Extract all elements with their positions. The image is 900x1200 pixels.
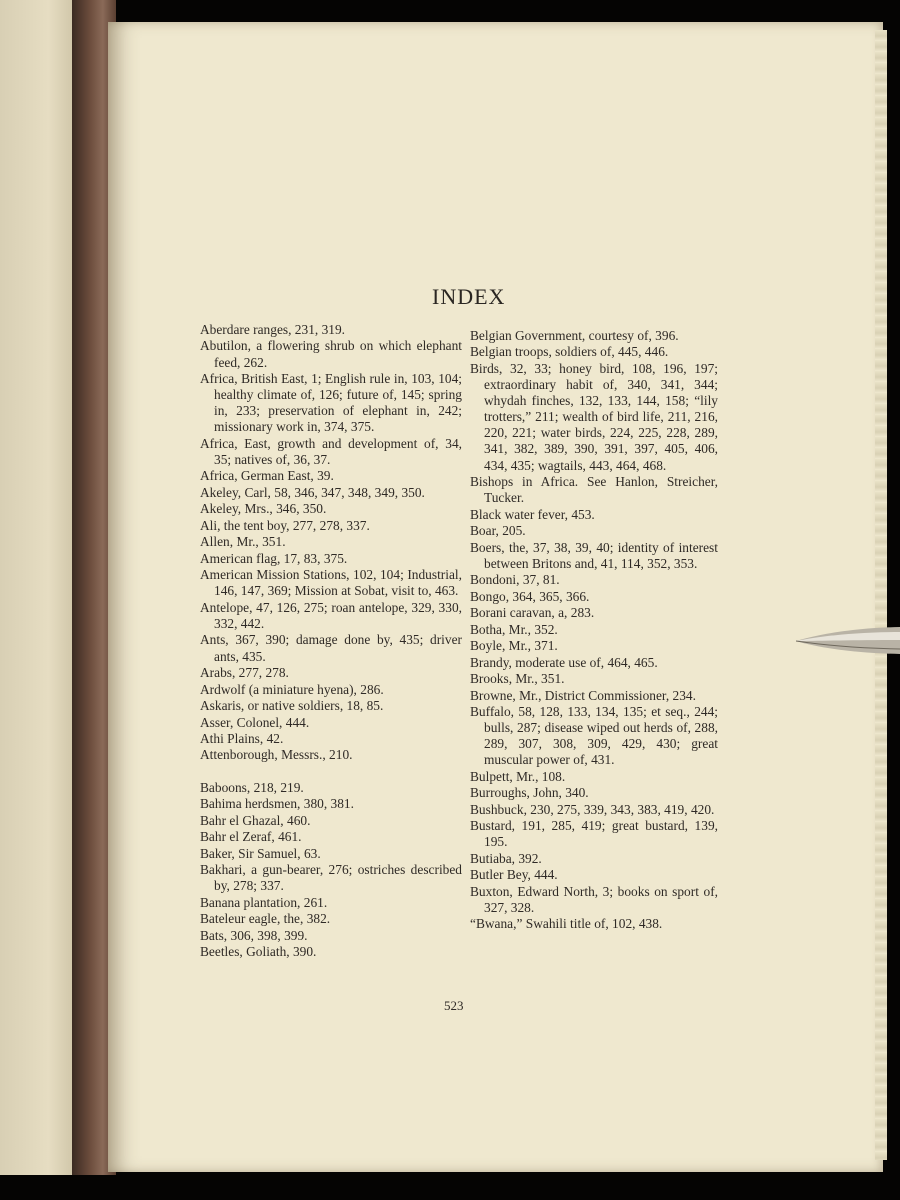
index-entry: Boyle, Mr., 371. [470,638,558,654]
index-entry: Attenborough, Messrs., 210. [200,747,353,763]
index-entry: Brooks, Mr., 351. [470,671,565,687]
index-entry: Aberdare ranges, 231, 319. [200,322,346,337]
index-entry: Baker, Sir Samuel, 63. [200,845,321,861]
index-entry: Abutilon, a flowering shrub on which elephant feed, 262. [200,338,462,370]
index-entry: Bahima herdsmen, 380, 381. [200,796,354,812]
index-entry: Akeley, Mrs., 346, 350. [200,501,327,517]
index-entry: Asser, Colonel, 444. [200,714,310,730]
index-entry: Botha, Mr., 352. [470,621,558,637]
page-number: 523 [444,998,464,1013]
index-entry: Burroughs, John, 340. [470,785,589,801]
index-entry: Africa, German East, 39. [200,468,334,484]
section-gap [200,764,462,780]
index-entry: American Mission Stations, 102, 104; Industrial, 146, 147, 369; Mission at Sobat, visit to, 463. [200,567,462,599]
page-title: INDEX [432,284,506,309]
index-entry: Bats, 306, 398, 399. [200,927,308,943]
index-column-right [470,328,718,933]
index-entry: Borani caravan, a, 283. [470,605,595,621]
index-entry: Bakhari, a gun-bearer, 276; ostriches described by, 278; 337. [200,862,462,894]
index-entry: Black water fever, 453. [470,506,595,522]
index-entry: Baboons, 218, 219. [200,779,304,795]
index-entry: Birds, 32, 33; honey bird, 108, 196, 197; extraordinary habit of, 340, 341, 344; whydah finches, 132, 133, 144, 158; “lily trotters,” 211; wealth of bird life, 211, 216, 220, 221; water birds, 224, 225, 228, 289, 341, 382, 389, 390, 391, 397, 405, 406, 434, 435; wagtails, 443, 464, 468. [470,360,718,473]
page-deckle-edge [875,30,887,1160]
index-entry: Africa, British East, 1; English rule in, 103, 104; healthy climate of, 126; future of, 145; spring in, 233; preservation of elephant in, 242; missionary work in, 374, 375. [200,371,462,435]
index-entry: Buxton, Edward North, 3; books on sport of, 327, 328. [470,883,718,915]
index-entry: Bishops in Africa. See Hanlon, Streicher, Tucker. [470,474,718,506]
index-entry: Ardwolf (a miniature hyena), 286. [200,681,384,697]
index-entry: Akeley, Carl, 58, 346, 347, 348, 349, 350. [200,484,425,500]
index-entry: Bustard, 191, 285, 419; great bustard, 139, 195. [470,818,718,850]
letter-opener-icon [796,622,900,660]
index-entry: Bahr el Zeraf, 461. [200,829,302,845]
index-entry: “Bwana,” Swahili title of, 102, 438. [470,916,663,932]
index-entry: Boers, the, 37, 38, 39, 40; identity of interest between Britons and, 41, 114, 352, 353. [470,539,718,571]
index-entry: Banana plantation, 261. [200,894,328,910]
index-entry: Bahr el Ghazal, 460. [200,812,311,828]
index-entry: Belgian Government, courtesy of, 396. [470,328,679,343]
index-entry: Bondoni, 37, 81. [470,572,560,588]
index-entry: Butiaba, 392. [470,850,542,866]
index-entry: Bateleur eagle, the, 382. [200,911,331,927]
index-entry: Bongo, 364, 365, 366. [470,588,590,604]
index-entry: Belgian troops, soldiers of, 445, 446. [470,344,669,360]
index-entry: Ali, the tent boy, 277, 278, 337. [200,517,370,533]
index-column-left [200,322,462,961]
index-entry: Boar, 205. [470,523,526,539]
index-entry: Askaris, or native soldiers, 18, 85. [200,698,384,714]
index-entry: Ants, 367, 390; damage done by, 435; driver ants, 435. [200,632,462,664]
index-entry: Bulpett, Mr., 108. [470,768,566,784]
index-entry: Buffalo, 58, 128, 133, 134, 135; et seq., 244; bulls, 287; disease wiped out herds of, 288, 289, 307, 308, 309, 429, 430; great muscular power of, 431. [470,704,718,768]
index-entry: Brandy, moderate use of, 464, 465. [470,654,658,670]
index-entry: Allen, Mr., 351. [200,534,286,550]
index-entry: Africa, East, growth and development of, 34, 35; natives of, 36, 37. [200,435,462,467]
index-entry: Butler Bey, 444. [470,867,558,883]
index-entry: American flag, 17, 83, 375. [200,550,348,566]
index-entry: Antelope, 47, 126, 275; roan antelope, 329, 330, 332, 442. [200,599,462,631]
index-entry: Arabs, 277, 278. [200,665,289,681]
index-entry: Browne, Mr., District Commissioner, 234. [470,687,696,703]
index-entry: Bushbuck, 230, 275, 339, 343, 383, 419, 420. [470,801,715,817]
index-entry: Athi Plains, 42. [200,730,284,746]
index-entry: Beetles, Goliath, 390. [200,944,317,960]
